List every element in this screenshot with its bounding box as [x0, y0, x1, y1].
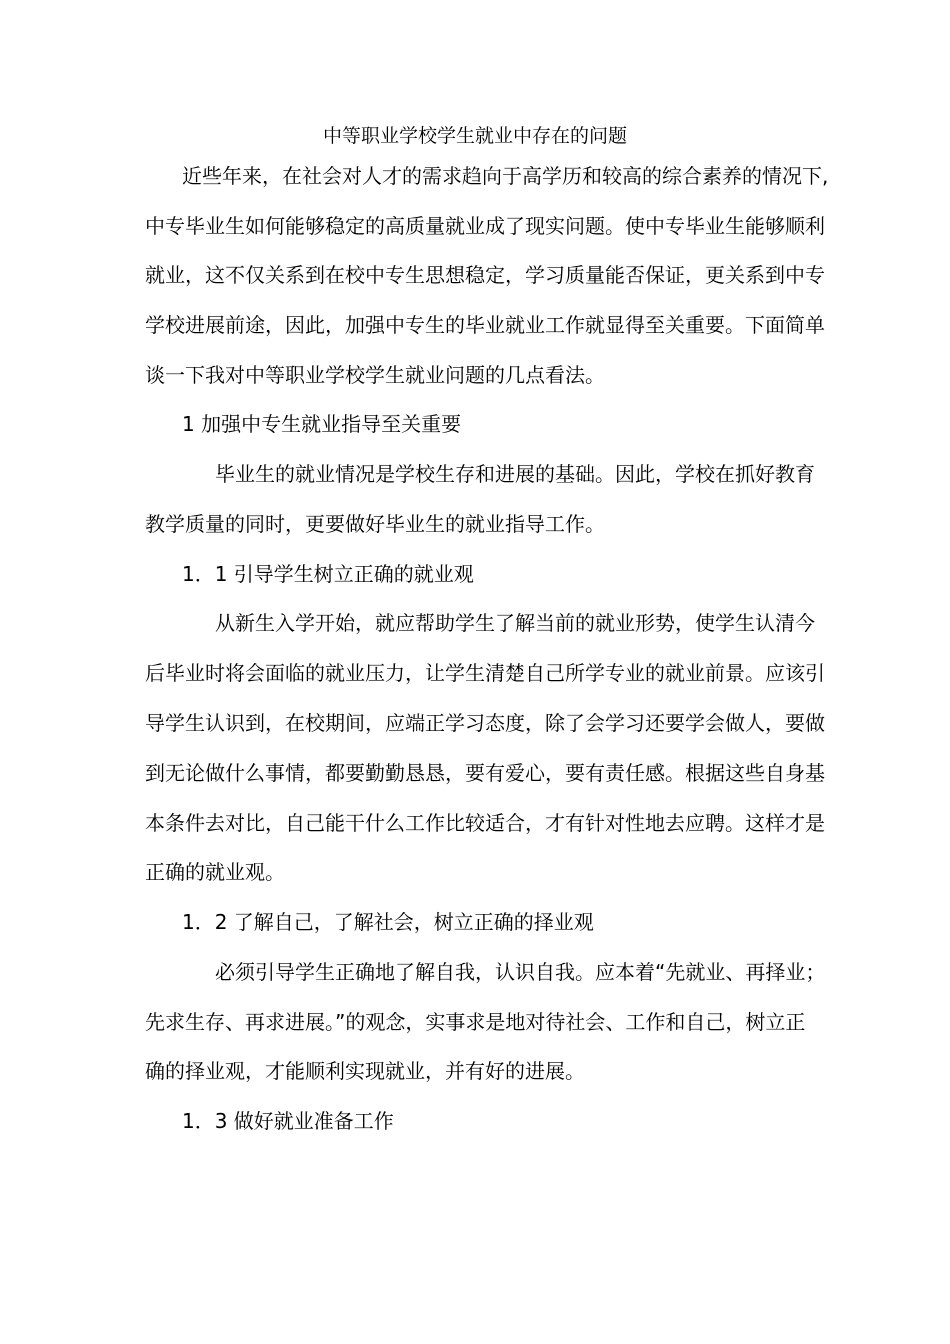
- section-1-line-2: 教学质量的同时，更要做好毕业生的就业指导工作。: [145, 512, 605, 536]
- section-1-1-line-6: 正确的就业观。: [145, 860, 285, 884]
- section-1-1-line-2: 后毕业时将会面临的就业压力，让学生清楚自己所学专业的就业前景。应该引: [145, 661, 825, 685]
- section-1-1-line-5: 本条件去对比，自己能干什么工作比较适合，才有针对性地去应聘。这样才是: [145, 811, 825, 835]
- section-1-1-line-4: 到无论做什么事情，都要勤勤恳恳，要有爱心，要有责任感。根据这些自身基: [145, 761, 825, 785]
- section-1-line-1: 毕业生的就业情况是学校生存和进展的基础。因此，学校在抓好教育: [215, 462, 815, 486]
- section-1-1-line-1: 从新生入学开始，就应帮助学生了解当前的就业形势，使学生认清今: [215, 611, 815, 635]
- intro-line-3: 就业，这不仅关系到在校中专生思想稳定，学习质量能否保证，更关系到中专: [145, 263, 825, 287]
- intro-line-2: 中专毕业生如何能够稳定的高质量就业成了现实问题。使中专毕业生能够顺利: [145, 214, 825, 238]
- section-1-2-line-1: 必须引导学生正确地了解自我，认识自我。应本着“先就业、再择业；: [215, 960, 826, 984]
- section-1-2-line-3: 确的择业观，才能顺利实现就业，并有好的进展。: [145, 1059, 585, 1083]
- document-title: 中等职业学校学生就业中存在的问题: [322, 125, 627, 147]
- intro-line-4: 学校进展前途，因此，加强中专生的毕业就业工作就显得至关重要。下面简单: [145, 313, 825, 337]
- section-1-2-heading: 1．2 了解自己，了解社会，树立正确的择业观: [182, 910, 594, 934]
- intro-line-1: 近些年来，在社会对人才的需求趋向于高学历和较高的综合素养的情况下,: [182, 164, 829, 188]
- section-1-1-heading: 1．1 引导学生树立正确的就业观: [182, 562, 474, 586]
- section-1-3-heading: 1．3 做好就业准备工作: [182, 1109, 394, 1133]
- intro-line-5: 谈一下我对中等职业学校学生就业问题的几点看法。: [145, 363, 605, 387]
- section-1-2-line-2: 先求生存、再求进展。”的观念，实事求是地对待社会、工作和自己，树立正: [145, 1010, 806, 1034]
- section-1-1-line-3: 导学生认识到，在校期间，应端正学习态度，除了会学习还要学会做人，要做: [145, 711, 825, 735]
- section-1-heading: 1 加强中专生就业指导至关重要: [182, 412, 462, 436]
